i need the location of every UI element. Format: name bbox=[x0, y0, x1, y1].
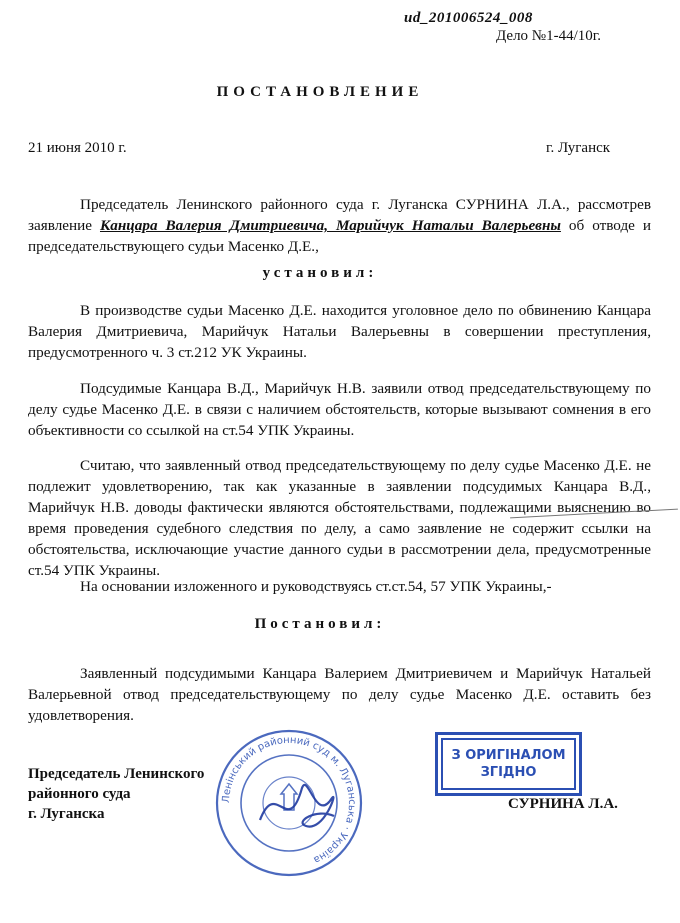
document-date: 21 июня 2010 г. bbox=[28, 140, 127, 156]
stamp-line2: ЗГІДНО bbox=[480, 765, 537, 780]
intro-text-before: Председатель Ленинского районного суда г. Луганска СУРНИНА Л.А., рассмотрев заявление bbox=[28, 196, 651, 234]
applicant-names: Канцара Валерия Дмитриевича, Марийчук Натальи Валерьевны bbox=[99, 217, 561, 234]
signatory-title bbox=[28, 764, 204, 824]
paragraph-legal-basis: На основании изложенного и руководствуясь ст.ст.54, 57 УПК Украины,- bbox=[80, 578, 552, 595]
signatory-title-line2: районного суда bbox=[28, 786, 131, 802]
paragraph-challenge: Подсудимые Канцара В.Д., Марийчук Н.В. заявили отвод председательствующему по делу судье Масенко Д.Е. в связи с наличием обстоятельств, которые вызывают сомнения в его объективности со ссылкой на ст.54 УПК Украины. bbox=[28, 380, 651, 439]
document-id: ud_201006524_008 bbox=[404, 10, 533, 26]
signatory-title-line1: Председатель Ленинского bbox=[28, 766, 205, 782]
heading-established: установил: bbox=[262, 265, 378, 281]
handwritten-signature bbox=[260, 785, 334, 827]
court-seal bbox=[206, 728, 372, 878]
intro-text-after: об отводе и председательствующего судьи Масенко Д.Е., bbox=[28, 217, 652, 255]
intro-paragraph bbox=[28, 194, 651, 257]
stamp-line1: З ОРИГІНАЛОМ bbox=[451, 748, 566, 763]
document-title: ПОСТАНОВЛЕНИЕ bbox=[216, 84, 424, 100]
certified-copy-stamp bbox=[441, 738, 576, 790]
seal-text: Ленінський районний суд м. Луганська · Україна bbox=[220, 734, 358, 866]
paragraph-case-info: В производстве судьи Масенко Д.Е. находится уголовное дело по обвинению Канцара Валерия Дмитриевича, Марийчук Натальи Валерьевны в совершении преступления, предусмотренного ч. 3 ст.212 УК Украины. bbox=[28, 302, 651, 361]
signatory-title-line3: г. Луганска bbox=[28, 806, 105, 822]
case-number: Дело №1-44/10г. bbox=[496, 28, 601, 44]
document-city: г. Луганск bbox=[546, 140, 611, 156]
paragraph-reasoning: Считаю, что заявленный отвод председательствующему по делу судье Масенко Д.Е. не подлежит удовлетворению, так как указанные в заявлении подсудимых Канцара В.Д., Марийчук Н.В. доводы фактически являются обстоятельствами, подлежащими выяснению во время проведения судебного следствия по делу, а само заявление не содержит ссылки на обстоятельства, исключающие участие данного судьи в рассмотрении дела, предусмотренные ст.54 УПК Украины. bbox=[28, 457, 651, 579]
paragraph-decision: Заявленный подсудимыми Канцара Валерием Дмитриевичем и Марийчук Натальей Валерьевной отвод председательствующему по делу судье Масенко Д.Е. оставить без удовлетворения. bbox=[28, 665, 651, 724]
signatory-name: СУРНИНА Л.А. bbox=[508, 796, 618, 812]
heading-resolved: Постановил: bbox=[254, 616, 386, 632]
